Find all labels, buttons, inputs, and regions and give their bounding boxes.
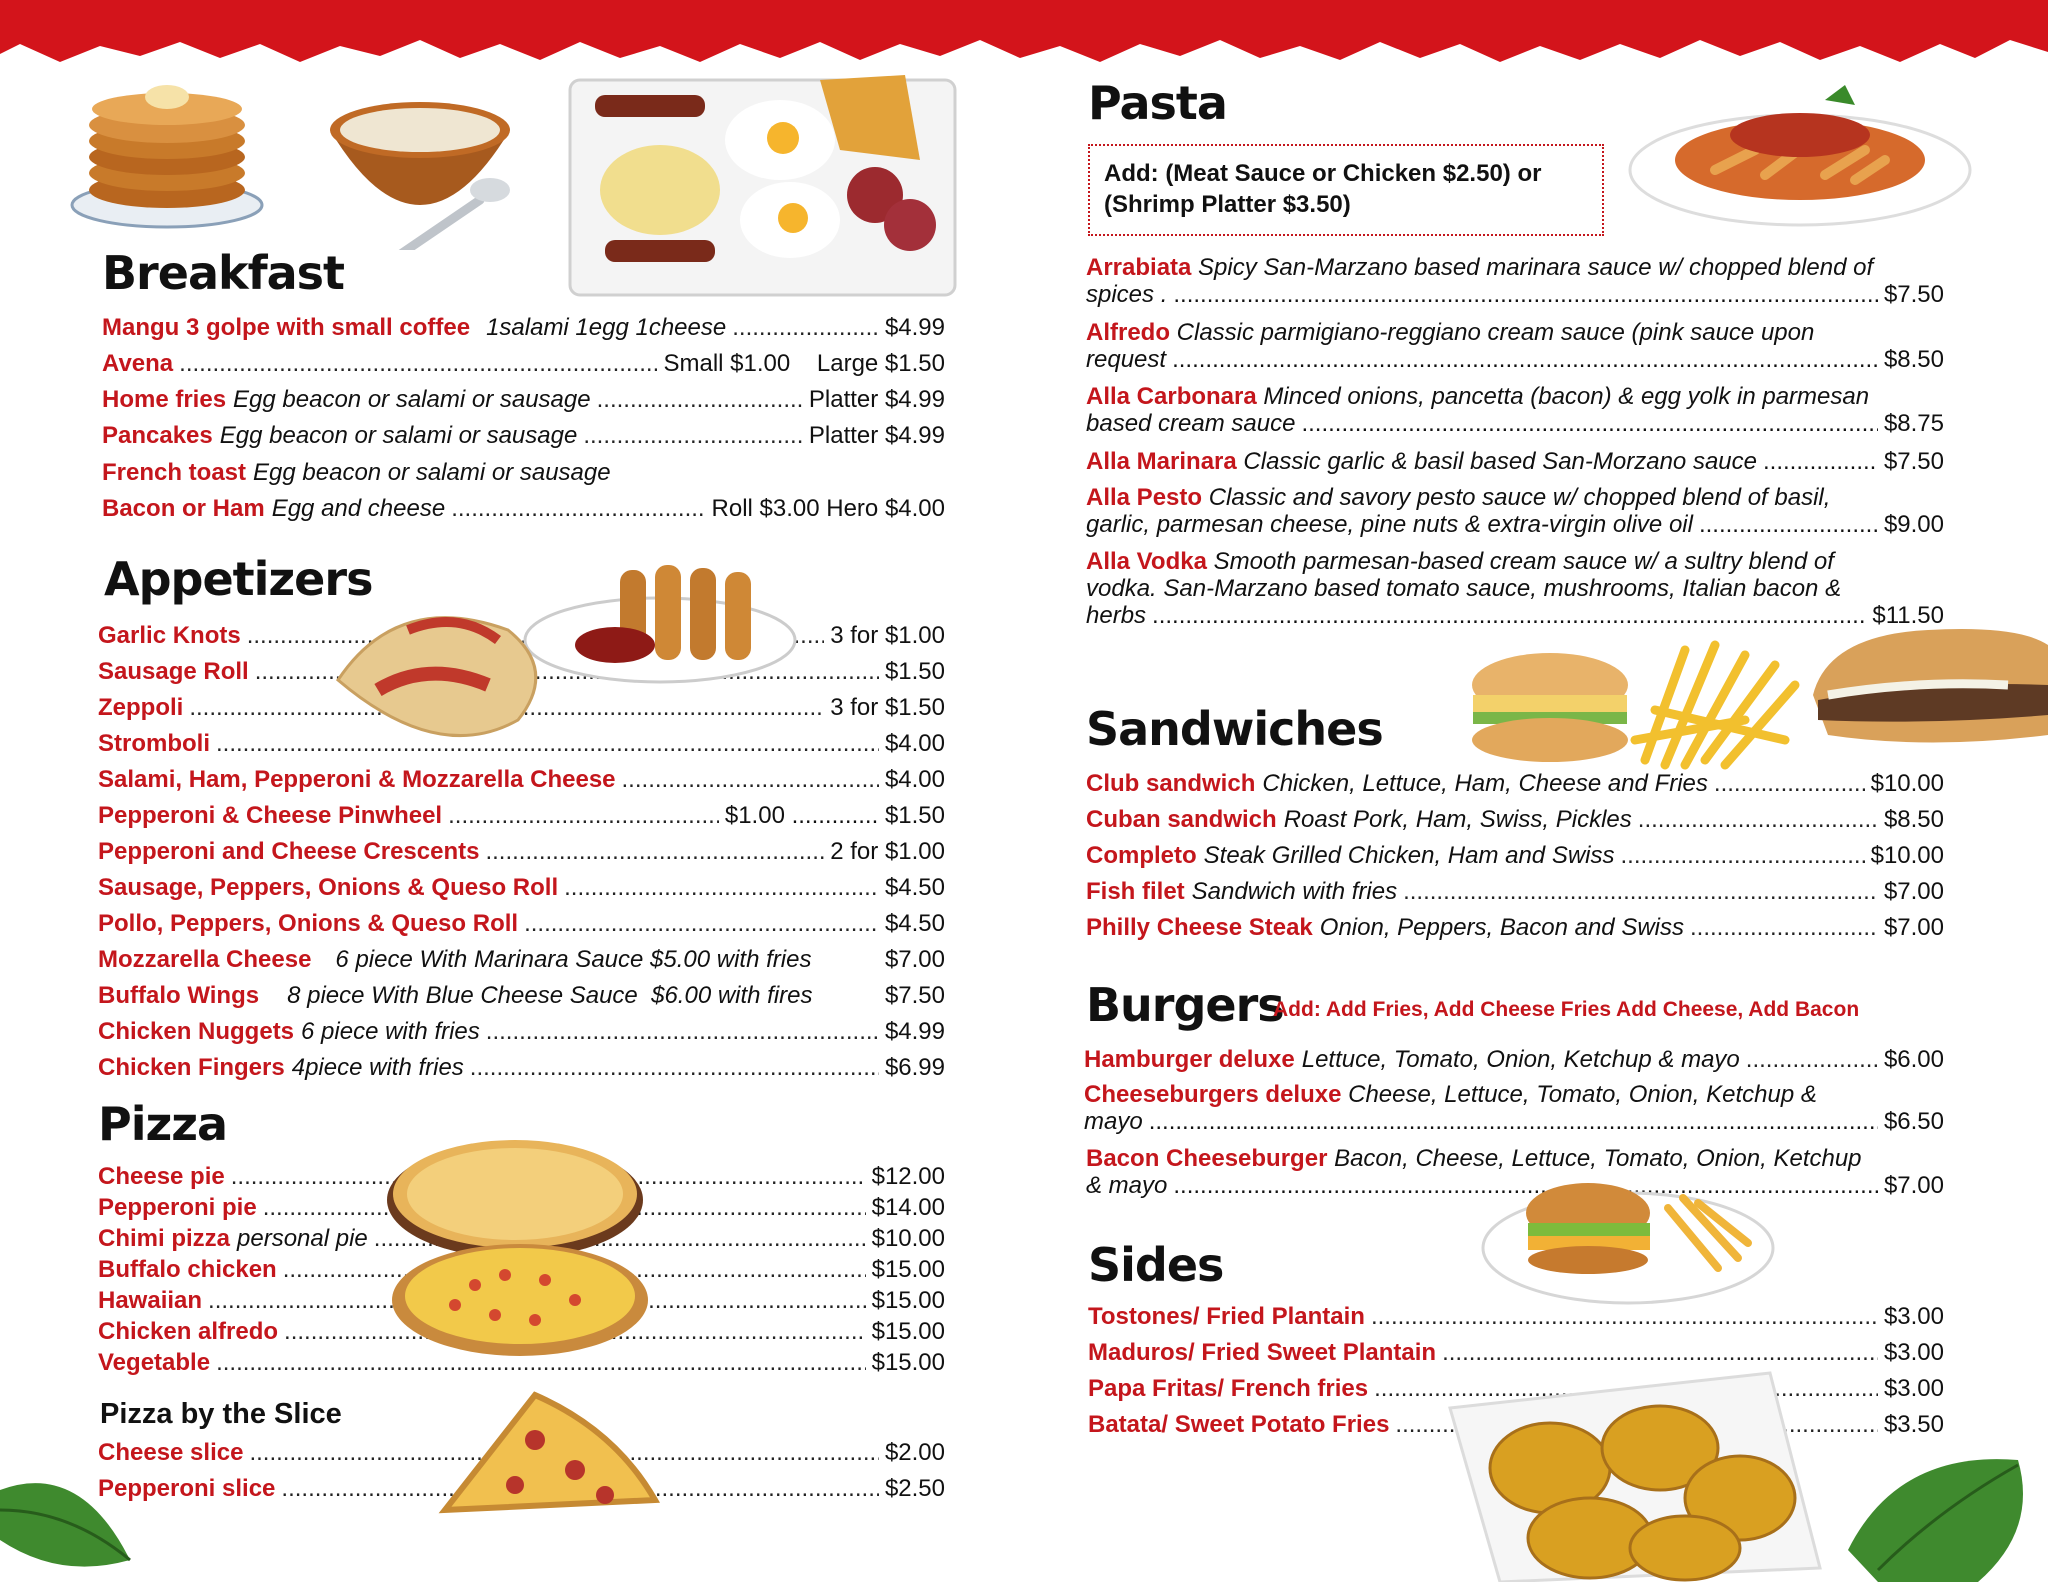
item-price: $1.00 ............. $1.50 (724, 802, 945, 829)
item-name: Pancakes (102, 422, 213, 449)
item-price: $4.00 (884, 730, 945, 757)
item-price: $7.00 (1883, 914, 1944, 941)
item-name: Bacon Cheeseburger (1086, 1145, 1328, 1172)
item-price: $7.00 (884, 946, 945, 973)
menu-item (1086, 913, 1944, 943)
basil-leaf-image (0, 1450, 140, 1582)
menu-item (1086, 769, 1944, 799)
breakfast-title: Breakfast (102, 246, 345, 300)
item-name: Papa Fritas/ French fries (1088, 1375, 1369, 1402)
item-price: $6.00 (1883, 1046, 1944, 1073)
item-price: $4.99 (884, 314, 945, 341)
item-desc: 8 piece With Blue Cheese Sauce $6.00 with fires (287, 982, 813, 1009)
item-price: $4.99 (884, 1018, 945, 1045)
torn-red-banner (0, 0, 2048, 90)
item-price: $3.50 (1883, 1411, 1944, 1438)
item-price: Platter $4.99 (808, 422, 945, 449)
item-name: Stromboli (98, 730, 210, 757)
item-desc-2: mayo (1084, 1108, 1143, 1135)
pasta-item (1086, 484, 1944, 538)
item-desc: Steak Grilled Chicken, Ham and Swiss (1203, 842, 1615, 869)
item-price: 2 for $1.00 (830, 838, 945, 865)
sides-title: Sides (1088, 1238, 1224, 1292)
item-name: Pepperoni pie (98, 1194, 257, 1221)
menu-item (1084, 1045, 1944, 1075)
menu-item (102, 349, 945, 379)
item-name: Cheese slice (98, 1439, 244, 1466)
menu-item (1088, 1338, 1944, 1368)
item-desc-2: spices . (1086, 281, 1168, 308)
burgers-add-note: Add: Add Fries, Add Cheese Fries Add Cheese, Add Bacon (1273, 998, 1860, 1021)
menu-item (102, 385, 945, 415)
item-name: Cheeseburgers deluxe (1084, 1081, 1342, 1108)
item-name: Chimi pizza (98, 1225, 231, 1252)
item-name: Buffalo Wings (98, 982, 260, 1009)
breakfast-platter-image (565, 70, 960, 305)
pasta-title: Pasta (1088, 76, 1227, 130)
item-desc-mid: vodka. San-Marzano based tomato sauce, mushrooms, Italian bacon & (1086, 575, 1842, 602)
item-name: Chicken Nuggets (98, 1018, 295, 1045)
basil-leaf-image (1838, 1440, 2048, 1582)
item-desc-2: garlic, parmesan cheese, pine nuts & extra-virgin olive oil (1086, 511, 1693, 538)
item-desc: personal pie (237, 1225, 368, 1252)
item-desc: Bacon, Cheese, Lettuce, Tomato, Onion, Ketchup (1334, 1145, 1862, 1172)
item-name: Hawaiian (98, 1287, 203, 1314)
item-name: Cheese pie (98, 1163, 225, 1190)
pasta-item (1086, 448, 1944, 475)
item-desc: 6 piece with fries (301, 1018, 480, 1045)
item-price: $15.00 (871, 1349, 945, 1376)
item-name: Bacon or Ham (102, 495, 265, 522)
item-price: $14.00 (871, 1194, 945, 1221)
item-name: Hamburger deluxe (1084, 1046, 1295, 1073)
item-price: $15.00 (871, 1287, 945, 1314)
tostones-image (1440, 1368, 1825, 1582)
item-name: Vegetable (98, 1349, 211, 1376)
item-name: Alla Vodka (1086, 548, 1207, 575)
item-price: $7.50 (1883, 281, 1944, 308)
item-price: $6.99 (884, 1054, 945, 1081)
item-desc: Classic garlic & basil based San-Morzano sauce (1243, 448, 1757, 475)
oatmeal-image (320, 80, 530, 250)
item-name: Home fries (102, 386, 227, 413)
item-desc-2: based cream sauce (1086, 410, 1296, 437)
item-name: Pepperoni & Cheese Pinwheel (98, 802, 443, 829)
menu-item (98, 981, 945, 1011)
menu-item (98, 801, 945, 831)
item-name: Zeppoli (98, 694, 184, 721)
item-name: Pepperoni and Cheese Crescents (98, 838, 480, 865)
menu-item (98, 873, 945, 903)
burger-image (1478, 1168, 1778, 1308)
item-price: $8.75 (1883, 410, 1944, 437)
item-price: $10.00 (1870, 770, 1944, 797)
item-name: Alla Pesto (1086, 484, 1203, 511)
item-desc: 1salami 1egg 1cheese (486, 314, 727, 341)
menu-item (1086, 805, 1944, 835)
item-price: $10.00 (871, 1225, 945, 1252)
item-name: Mozzarella Cheese (98, 946, 312, 973)
item-price: $2.50 (884, 1475, 945, 1502)
item-name: Salami, Ham, Pepperoni & Mozzarella Cheese (98, 766, 616, 793)
menu-item (1088, 1302, 1944, 1332)
item-name: Batata/ Sweet Potato Fries (1088, 1411, 1390, 1438)
burger-item (1084, 1081, 1944, 1135)
menu-item (102, 313, 945, 343)
item-price: $15.00 (871, 1318, 945, 1345)
appetizers-title: Appetizers (104, 552, 373, 606)
item-name: Avena (102, 350, 174, 377)
item-price: $3.00 (1883, 1375, 1944, 1402)
pasta-add-note: Add: (Meat Sauce or Chicken $2.50) or (Shrimp Platter $3.50) (1088, 144, 1604, 236)
menu-item (102, 421, 945, 451)
pancakes-image (55, 65, 280, 235)
item-desc: Roast Pork, Ham, Swiss, Pickles (1283, 806, 1632, 833)
burgers-title: Burgers (1086, 978, 1284, 1032)
item-desc: Egg and cheese (271, 495, 446, 522)
item-name: Garlic Knots (98, 622, 241, 649)
item-price: $7.00 (1883, 1172, 1944, 1199)
item-price: $2.00 (884, 1439, 945, 1466)
sandwich-image (1465, 650, 1635, 770)
item-price: $15.00 (871, 1256, 945, 1283)
item-name: Club sandwich (1086, 770, 1256, 797)
item-name: Buffalo chicken (98, 1256, 277, 1283)
item-name: Pollo, Peppers, Onions & Queso Roll (98, 910, 519, 937)
item-price: $7.00 (1883, 878, 1944, 905)
item-price: $6.50 (1883, 1108, 1944, 1135)
item-name: Completo (1086, 842, 1197, 869)
menu-item (98, 837, 945, 867)
pizza-slice-title: Pizza by the Slice (100, 1398, 342, 1430)
item-desc: Smooth parmesan-based cream sauce w/ a sultry blend of (1213, 548, 1834, 575)
item-desc: 6 piece With Marinara Sauce $5.00 with fries (335, 946, 812, 973)
item-name: Chicken Fingers (98, 1054, 285, 1081)
pasta-image (1625, 80, 1980, 230)
sandwiches-title: Sandwiches (1086, 702, 1383, 756)
item-name: Sausage Roll (98, 658, 249, 685)
sub-image (1808, 625, 2048, 755)
item-name: Alla Marinara (1086, 448, 1237, 475)
pasta-item (1086, 548, 1944, 629)
item-price: $4.50 (884, 910, 945, 937)
item-price: $4.00 (884, 766, 945, 793)
item-desc: Minced onions, pancetta (bacon) & egg yolk in parmesan (1263, 383, 1870, 410)
item-name: Pepperoni slice (98, 1475, 276, 1502)
item-name: Chicken alfredo (98, 1318, 279, 1345)
menu-item (98, 1017, 945, 1047)
fries-image (1625, 630, 1810, 775)
item-name: French toast (102, 459, 247, 486)
item-price: Platter $4.99 (808, 386, 945, 413)
item-desc-2: & mayo (1086, 1172, 1168, 1199)
item-desc: Classic parmigiano-reggiano cream sauce (pink sauce upon (1176, 319, 1815, 346)
item-price: $4.50 (884, 874, 945, 901)
calzone-image (318, 590, 568, 760)
item-name: Alla Carbonara (1086, 383, 1257, 410)
item-name: Sausage, Peppers, Onions & Queso Roll (98, 874, 559, 901)
item-price: 3 for $1.50 (830, 694, 945, 721)
menu-item (1086, 841, 1944, 871)
item-name: Fish filet (1086, 878, 1185, 905)
item-price: $11.50 (1872, 602, 1944, 629)
item-name: Mangu 3 golpe with small coffee (102, 314, 471, 341)
item-desc: 4piece with fries (291, 1054, 464, 1081)
item-desc: Sandwich with fries (1191, 878, 1398, 905)
item-name: Philly Cheese Steak (1086, 914, 1313, 941)
item-price: $1.50 (884, 658, 945, 685)
item-price: $9.00 (1883, 511, 1944, 538)
pasta-item (1086, 319, 1944, 373)
item-name: Tostones/ Fried Plantain (1088, 1303, 1365, 1330)
pizza-title: Pizza (98, 1097, 228, 1151)
pizza-slice-image (415, 1390, 660, 1530)
pasta-item (1086, 254, 1944, 308)
item-price: $12.00 (871, 1163, 945, 1190)
menu-item (98, 1053, 945, 1083)
item-name: Alfredo (1086, 319, 1170, 346)
item-price: 3 for $1.00 (830, 622, 945, 649)
menu-item (102, 494, 945, 524)
item-desc: Cheese, Lettuce, Tomato, Onion, Ketchup & (1348, 1081, 1817, 1108)
item-desc-2: herbs (1086, 602, 1147, 629)
item-desc: Classic and savory pesto sauce w/ chopped blend of basil, (1208, 484, 1831, 511)
item-desc: Chicken, Lettuce, Ham, Cheese and Fries (1262, 770, 1708, 797)
menu-item (98, 909, 945, 939)
item-desc: Spicy San-Marzano based marinara sauce w/ chopped blend of (1198, 254, 1874, 281)
item-name: Arrabiata (1086, 254, 1192, 281)
menu-item (102, 458, 611, 488)
item-desc-2: request (1086, 346, 1167, 373)
menu-item (98, 765, 945, 795)
item-price: Small $1.00 Large $1.50 (663, 350, 945, 377)
pizza-image (385, 1130, 655, 1360)
item-desc: Egg beacon or salami or sausage (253, 459, 611, 486)
item-price: $8.50 (1883, 346, 1944, 373)
item-price: Roll $3.00 Hero $4.00 (711, 495, 945, 522)
item-desc: Onion, Peppers, Bacon and Swiss (1319, 914, 1684, 941)
pasta-item (1086, 383, 1944, 437)
menu-item (1086, 877, 1944, 907)
item-price: $7.50 (884, 982, 945, 1009)
item-price: $7.50 (1883, 448, 1944, 475)
item-price: $3.00 (1883, 1303, 1944, 1330)
item-desc: Lettuce, Tomato, Onion, Ketchup & mayo (1301, 1046, 1740, 1073)
item-name: Cuban sandwich (1086, 806, 1277, 833)
item-price: $10.00 (1870, 842, 1944, 869)
item-desc: Egg beacon or salami or sausage (233, 386, 591, 413)
item-price: $8.50 (1883, 806, 1944, 833)
item-name: Maduros/ Fried Sweet Plantain (1088, 1339, 1437, 1366)
item-price: $3.00 (1883, 1339, 1944, 1366)
menu-item (98, 945, 945, 975)
item-desc: Egg beacon or salami or sausage (219, 422, 578, 449)
